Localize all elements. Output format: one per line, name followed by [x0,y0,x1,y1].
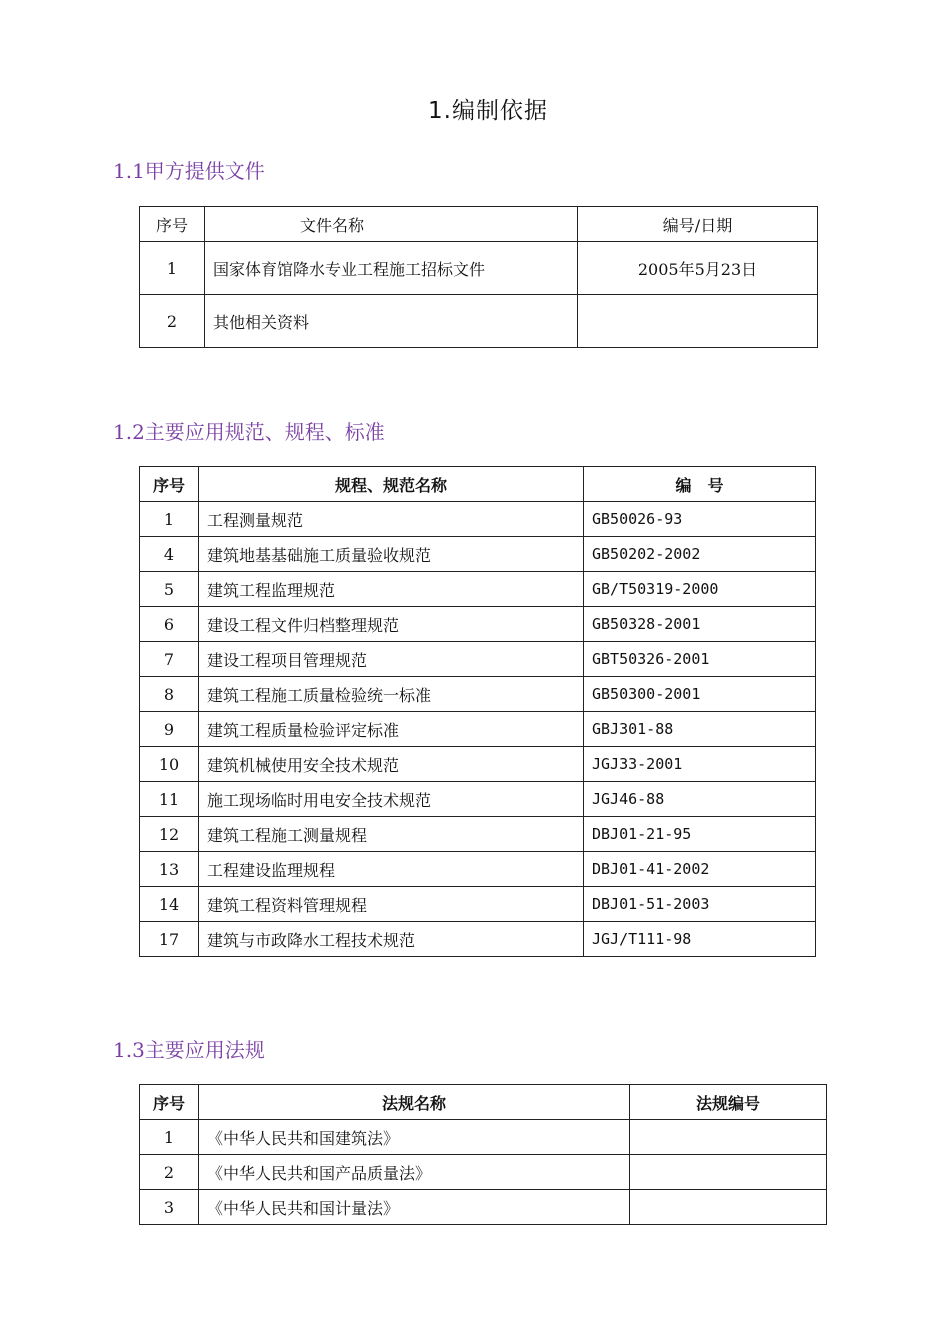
row-number: 1 [140,1120,199,1155]
item-code [630,1190,827,1225]
page-title: 1.编制依据 [428,98,548,124]
table-row [140,1120,827,1155]
table-header-row [140,1085,827,1120]
table-row [140,887,816,922]
row-number: 10 [140,747,199,782]
item-code: JGJ46-88 [584,782,816,817]
row-number: 5 [140,572,199,607]
row-number: 7 [140,642,199,677]
header-cell: 编号/日期 [578,207,818,242]
item-name: 建筑地基基础施工质量验收规范 [199,537,584,572]
table-row [140,677,816,712]
item-name: 《中华人民共和国计量法》 [199,1190,630,1225]
item-code: GBT50326-2001 [584,642,816,677]
item-name: 建设工程文件归档整理规范 [199,607,584,642]
header-cell: 规程、规范名称 [199,467,584,502]
table-row [140,852,816,887]
table-row [140,242,818,295]
header-cell: 序号 [140,467,199,502]
row-number: 8 [140,677,199,712]
row-number: 14 [140,887,199,922]
table-row [140,712,816,747]
item-name: 工程测量规范 [199,502,584,537]
item-code [630,1120,827,1155]
header-cell: 序号 [140,1085,199,1120]
item-code: GB50328-2001 [584,607,816,642]
header-cell: 序号 [140,207,205,242]
table-row [140,1155,827,1190]
table-header-row [140,207,818,242]
item-code: JGJ/T111-98 [584,922,816,957]
item-name: 建设工程项目管理规范 [199,642,584,677]
item-code: GB50202-2002 [584,537,816,572]
item-code: GB50300-2001 [584,677,816,712]
item-name: 建筑工程监理规范 [199,572,584,607]
table-row [140,1190,827,1225]
regulations-table [139,1084,827,1225]
standards-table [139,466,816,957]
table-row [140,782,816,817]
table-row [140,572,816,607]
section-heading-1: 1.1甲方提供文件 [113,159,265,183]
item-code: GBJ301-88 [584,712,816,747]
item-name: 建筑工程资料管理规程 [199,887,584,922]
document-name: 国家体育馆降水专业工程施工招标文件 [205,242,578,295]
table-row [140,747,816,782]
row-number: 3 [140,1190,199,1225]
item-code: JGJ33-2001 [584,747,816,782]
provided-documents-table [139,206,818,348]
item-code: DBJ01-51-2003 [584,887,816,922]
item-name: 建筑工程质量检验评定标准 [199,712,584,747]
header-cell: 法规编号 [630,1085,827,1120]
item-name: 施工现场临时用电安全技术规范 [199,782,584,817]
document-date [578,295,818,348]
row-number: 1 [140,502,199,537]
item-code: DBJ01-41-2002 [584,852,816,887]
row-number: 17 [140,922,199,957]
table-header-row [140,467,816,502]
table-row [140,642,816,677]
table-row [140,537,816,572]
item-code: GB50026-93 [584,502,816,537]
item-name: 建筑机械使用安全技术规范 [199,747,584,782]
item-name: 建筑与市政降水工程技术规范 [199,922,584,957]
row-number: 11 [140,782,199,817]
row-number: 6 [140,607,199,642]
item-name: 建筑工程施工测量规程 [199,817,584,852]
item-name: 《中华人民共和国产品质量法》 [199,1155,630,1190]
row-number: 9 [140,712,199,747]
row-number: 12 [140,817,199,852]
item-code [630,1155,827,1190]
header-cell: 法规名称 [199,1085,630,1120]
table-row [140,607,816,642]
item-name: 工程建设监理规程 [199,852,584,887]
row-number: 2 [140,1155,199,1190]
document-date: 2005年5月23日 [578,242,818,295]
row-number: 4 [140,537,199,572]
header-cell: 编 号 [584,467,816,502]
header-cell: 文件名称 [205,207,578,242]
item-name: 《中华人民共和国建筑法》 [199,1120,630,1155]
table-row [140,502,816,537]
row-number: 2 [140,295,205,348]
section-heading-2: 1.2主要应用规范、规程、标准 [113,420,385,444]
table-row [140,817,816,852]
table-row [140,295,818,348]
item-name: 建筑工程施工质量检验统一标准 [199,677,584,712]
table-row [140,922,816,957]
row-number: 13 [140,852,199,887]
document-name: 其他相关资料 [205,295,578,348]
row-number: 1 [140,242,205,295]
section-heading-3: 1.3主要应用法规 [113,1038,265,1062]
item-code: GB/T50319-2000 [584,572,816,607]
item-code: DBJ01-21-95 [584,817,816,852]
